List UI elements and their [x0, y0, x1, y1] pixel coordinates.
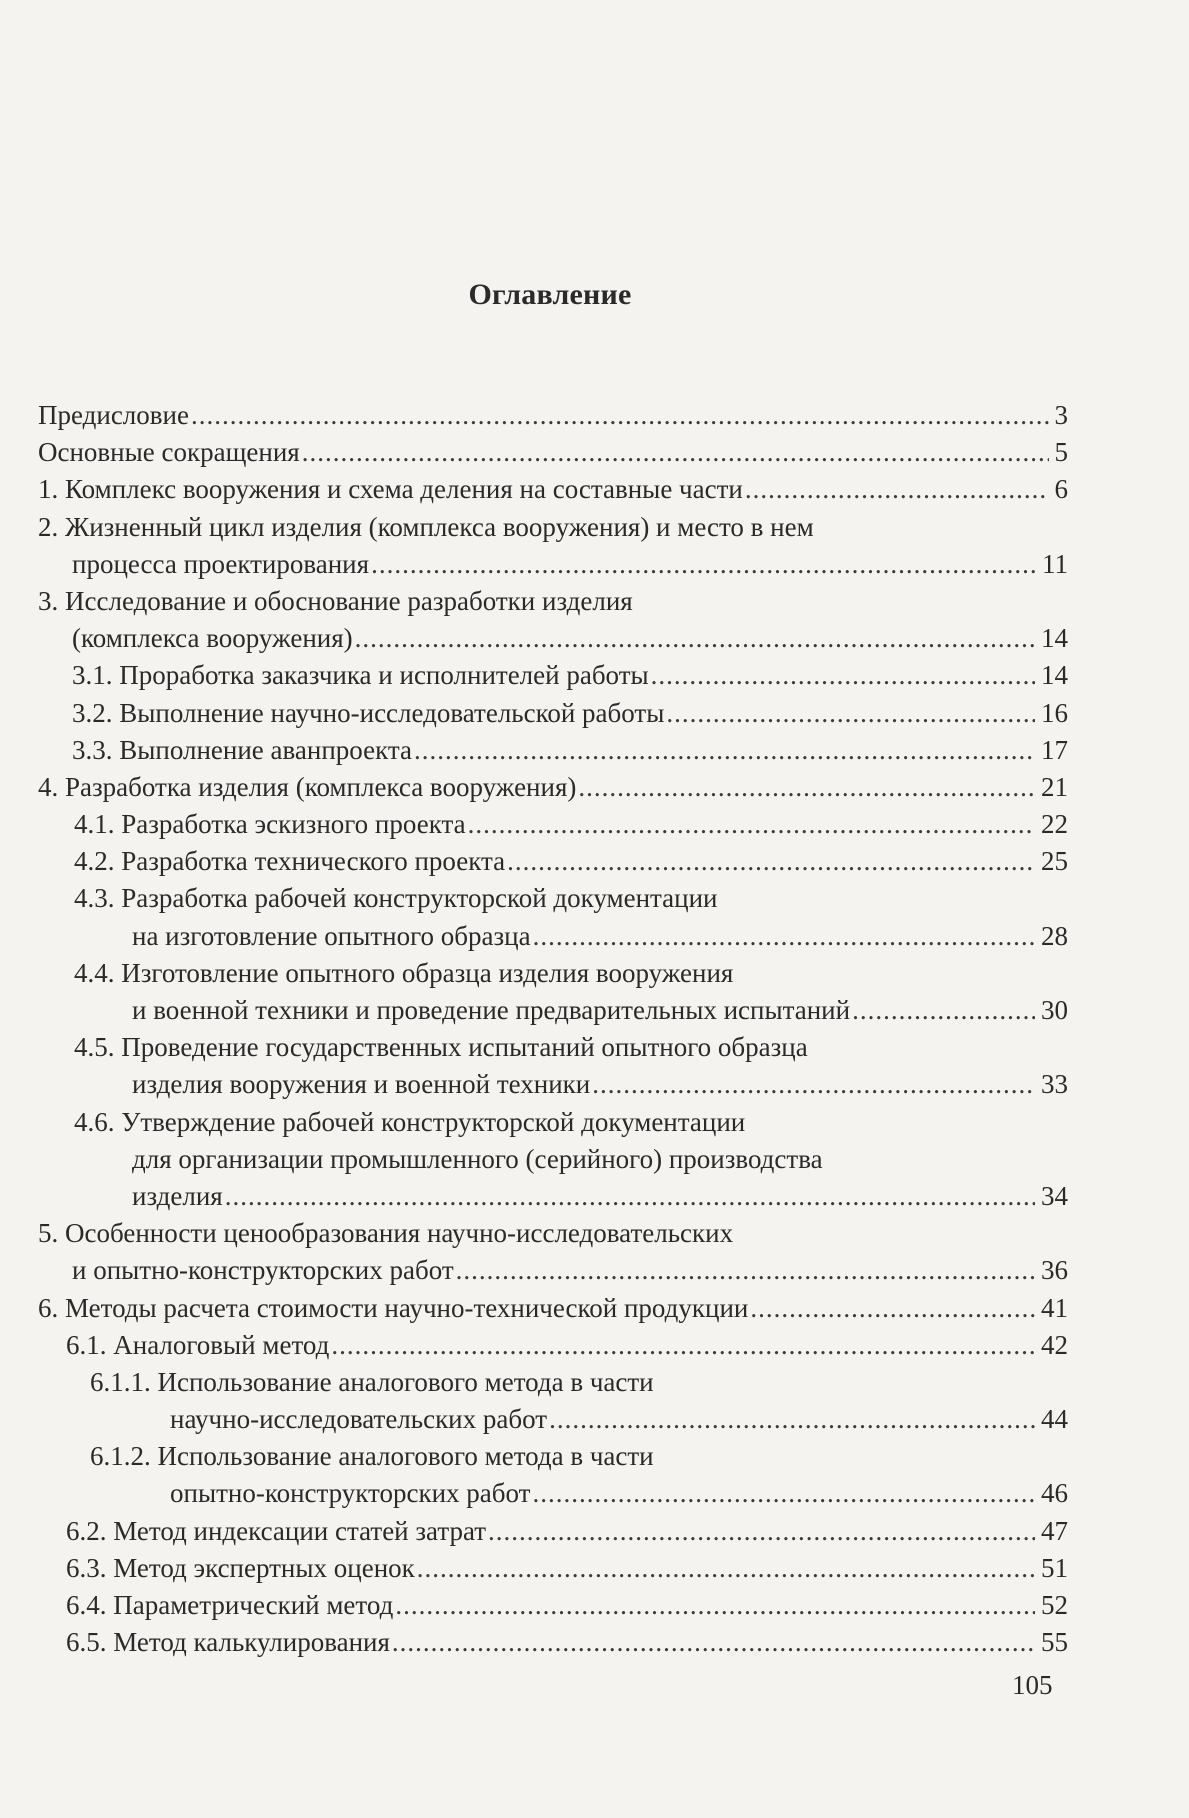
- toc-entry-text: 5. Особенности ценообразования научно-исследовательских: [38, 1218, 734, 1249]
- toc-leader: [507, 843, 1068, 880]
- page-number: 105: [1012, 1670, 1053, 1700]
- toc-entry-text: Основные сокращения: [38, 437, 300, 468]
- toc-leader: [371, 546, 1068, 583]
- toc-entry-line: [38, 769, 1070, 806]
- toc-entry-text: 4.2. Разработка технического проекта: [74, 846, 506, 877]
- toc-entry-text: 6.1. Аналоговый метод: [66, 1329, 330, 1360]
- toc-entry-line: [38, 620, 1070, 657]
- toc-page-number: 34: [1041, 1180, 1068, 1211]
- dot-leader: [417, 1550, 1035, 1587]
- toc-entry-text: 3.3. Выполнение аванпроекта: [72, 734, 412, 765]
- dot-leader: [578, 769, 1035, 806]
- toc-page-number: 42: [1041, 1329, 1068, 1360]
- dot-leader: [191, 397, 1049, 434]
- toc-entry-text: 6.1.2. Использование аналогового метода в части: [90, 1441, 654, 1472]
- toc-page-number: 3: [1054, 400, 1068, 430]
- toc-leader: [549, 1401, 1068, 1438]
- toc-entry-text: 3.2. Выполнение научно-исследовательской работы: [72, 697, 665, 728]
- toc-entry-text: 6.2. Метод индексации статей затрат: [66, 1515, 487, 1546]
- toc-page-number: 52: [1041, 1590, 1068, 1620]
- dot-leader: [414, 732, 1035, 769]
- toc-leader: [225, 1178, 1068, 1215]
- toc-page-number: 17: [1041, 734, 1068, 765]
- toc-leader: [456, 1252, 1068, 1289]
- toc-leader: [745, 471, 1068, 508]
- toc-entry-text: 4.6. Утверждение рабочей конструкторской документации: [74, 1106, 746, 1137]
- toc-page-number: 55: [1041, 1627, 1068, 1658]
- toc-entry-text: (комплекса вооружения): [72, 623, 353, 654]
- toc-entry-text: опытно-конструкторских работ: [170, 1478, 531, 1509]
- toc-entry-text: изделия вооружения и военной техники: [132, 1069, 591, 1100]
- toc-page-number: 6: [1054, 474, 1068, 505]
- toc-leader: [414, 732, 1068, 769]
- dot-leader: [549, 1401, 1035, 1438]
- toc-entry-line: [38, 732, 1070, 769]
- toc-leader: [488, 1513, 1068, 1550]
- toc-page-number: 51: [1041, 1552, 1068, 1583]
- toc-entry-text: процесса проектирования: [72, 548, 370, 579]
- dot-leader: [488, 1513, 1035, 1550]
- toc-entry-line: [38, 509, 1070, 546]
- table-of-contents: [38, 397, 1070, 1661]
- dot-leader: [852, 992, 1035, 1029]
- toc-entry-text: Предисловие: [38, 400, 189, 430]
- toc-leader: [331, 1327, 1068, 1364]
- toc-entry-line: [38, 1475, 1070, 1512]
- toc-title: Оглавление: [468, 278, 632, 311]
- toc-entry-text: 4.4. Изготовление опытного образца изделия вооружения: [74, 957, 734, 988]
- toc-entry-line: [38, 695, 1070, 732]
- toc-entry-line: [38, 1624, 1070, 1661]
- toc-entry-text: 6. Методы расчета стоимости научно-технической продукции: [38, 1292, 749, 1323]
- toc-entry-text: и военной техники и проведение предварительных испытаний: [132, 995, 851, 1025]
- dot-leader: [395, 1587, 1035, 1624]
- toc-entry-text: 4.5. Проведение государственных испытаний опытного образца: [74, 1032, 808, 1063]
- toc-entry-text: 6.4. Параметрический метод: [66, 1590, 394, 1620]
- toc-entry-line: [38, 546, 1070, 583]
- toc-entry-text: изделия: [132, 1180, 223, 1211]
- toc-entry-line: [38, 918, 1070, 955]
- toc-entry-line: [38, 1141, 1070, 1178]
- dot-leader: [651, 657, 1035, 694]
- dot-leader: [225, 1178, 1035, 1215]
- toc-entry-text: 6.5. Метод калькулирования: [66, 1627, 390, 1658]
- toc-entry-line: [38, 1327, 1070, 1364]
- toc-entry-line: [38, 1215, 1070, 1252]
- toc-entry-line: [38, 1178, 1070, 1215]
- toc-entry-line: [38, 1364, 1070, 1401]
- toc-entry-text: для организации промышленного (серийного) производства: [132, 1143, 823, 1174]
- toc-page-number: 25: [1041, 846, 1068, 877]
- toc-entry-line: [38, 992, 1070, 1029]
- toc-entry-text: 2. Жизненный цикл изделия (комплекса вооружения) и место в нем: [38, 511, 814, 542]
- toc-leader: [191, 397, 1068, 434]
- toc-leader: [592, 1066, 1068, 1103]
- toc-entry-line: [38, 880, 1070, 917]
- toc-entry-line: [38, 955, 1070, 992]
- dot-leader: [302, 434, 1049, 471]
- toc-leader: [355, 620, 1068, 657]
- toc-entry-line: [38, 806, 1070, 843]
- toc-leader: [666, 695, 1068, 732]
- toc-leader: [533, 918, 1068, 955]
- toc-page-number: 46: [1041, 1478, 1068, 1509]
- toc-entry-line: [38, 471, 1070, 508]
- toc-page-number: 11: [1042, 548, 1068, 579]
- toc-leader: [651, 657, 1068, 694]
- toc-page-number: 41: [1041, 1292, 1068, 1323]
- dot-leader: [371, 546, 1036, 583]
- toc-entry-line: [38, 1550, 1070, 1587]
- toc-page-number: 16: [1041, 697, 1068, 728]
- dot-leader: [392, 1624, 1035, 1661]
- toc-page-number: 21: [1041, 771, 1068, 802]
- toc-entry-text: 4.3. Разработка рабочей конструкторской документации: [74, 883, 718, 914]
- toc-leader: [852, 992, 1068, 1029]
- dot-leader: [331, 1327, 1035, 1364]
- toc-page-number: 47: [1041, 1515, 1068, 1546]
- toc-entry-line: [38, 657, 1070, 694]
- dot-leader: [666, 695, 1035, 732]
- toc-entry-text: 3.1. Проработка заказчика и исполнителей работы: [72, 660, 649, 691]
- toc-page-number: 22: [1041, 809, 1068, 840]
- toc-entry-line: [38, 1513, 1070, 1550]
- toc-entry-line: [38, 1401, 1070, 1438]
- toc-leader: [468, 806, 1068, 843]
- dot-leader: [745, 471, 1049, 508]
- dot-leader: [532, 1475, 1035, 1512]
- toc-page-number: 44: [1041, 1404, 1068, 1435]
- toc-entry-line: [38, 1252, 1070, 1289]
- dot-leader: [456, 1252, 1035, 1289]
- toc-leader: [578, 769, 1068, 806]
- toc-entry-text: научно-исследовательских работ: [170, 1404, 548, 1435]
- dot-leader: [355, 620, 1035, 657]
- toc-entry-text: на изготовление опытного образца: [132, 920, 531, 951]
- dot-leader: [533, 918, 1035, 955]
- toc-page-number: 33: [1041, 1069, 1068, 1100]
- dot-leader: [468, 806, 1035, 843]
- toc-entry-line: [38, 434, 1070, 471]
- toc-entry-line: [38, 397, 1070, 434]
- toc-entry-line: [38, 583, 1070, 620]
- dot-leader: [592, 1066, 1035, 1103]
- toc-entry-line: [38, 843, 1070, 880]
- toc-entry-line: [38, 1438, 1070, 1475]
- toc-leader: [392, 1624, 1068, 1661]
- toc-leader: [417, 1550, 1068, 1587]
- toc-leader: [302, 434, 1068, 471]
- toc-entry-text: 6.3. Метод экспертных оценок: [66, 1552, 415, 1583]
- toc-entry-line: [38, 1290, 1070, 1327]
- toc-page-number: 14: [1041, 623, 1068, 654]
- toc-page-number: 36: [1041, 1255, 1068, 1286]
- toc-leader: [395, 1587, 1068, 1624]
- toc-entry-line: [38, 1104, 1070, 1141]
- toc-entry-text: 4.1. Разработка эскизного проекта: [74, 809, 466, 840]
- toc-entry-text: и опытно-конструкторских работ: [72, 1255, 454, 1286]
- toc-leader: [532, 1475, 1068, 1512]
- toc-entry-line: [38, 1029, 1070, 1066]
- toc-page-number: 14: [1041, 660, 1068, 691]
- toc-entry-text: 1. Комплекс вооружения и схема деления на составные части: [38, 474, 743, 505]
- toc-page-number: 28: [1041, 920, 1068, 951]
- toc-entry-text: 3. Исследование и обоснование разработки изделия: [38, 585, 633, 616]
- toc-entry-line: [38, 1587, 1070, 1624]
- toc-entry-text: 4. Разработка изделия (комплекса вооружения): [38, 771, 577, 802]
- toc-entry-text: 6.1.1. Использование аналогового метода в части: [90, 1366, 654, 1397]
- toc-page-number: 30: [1041, 995, 1068, 1025]
- dot-leader: [750, 1290, 1035, 1327]
- toc-page-number: 5: [1054, 437, 1068, 468]
- toc-leader: [750, 1290, 1068, 1327]
- dot-leader: [507, 843, 1035, 880]
- toc-entry-line: [38, 1066, 1070, 1103]
